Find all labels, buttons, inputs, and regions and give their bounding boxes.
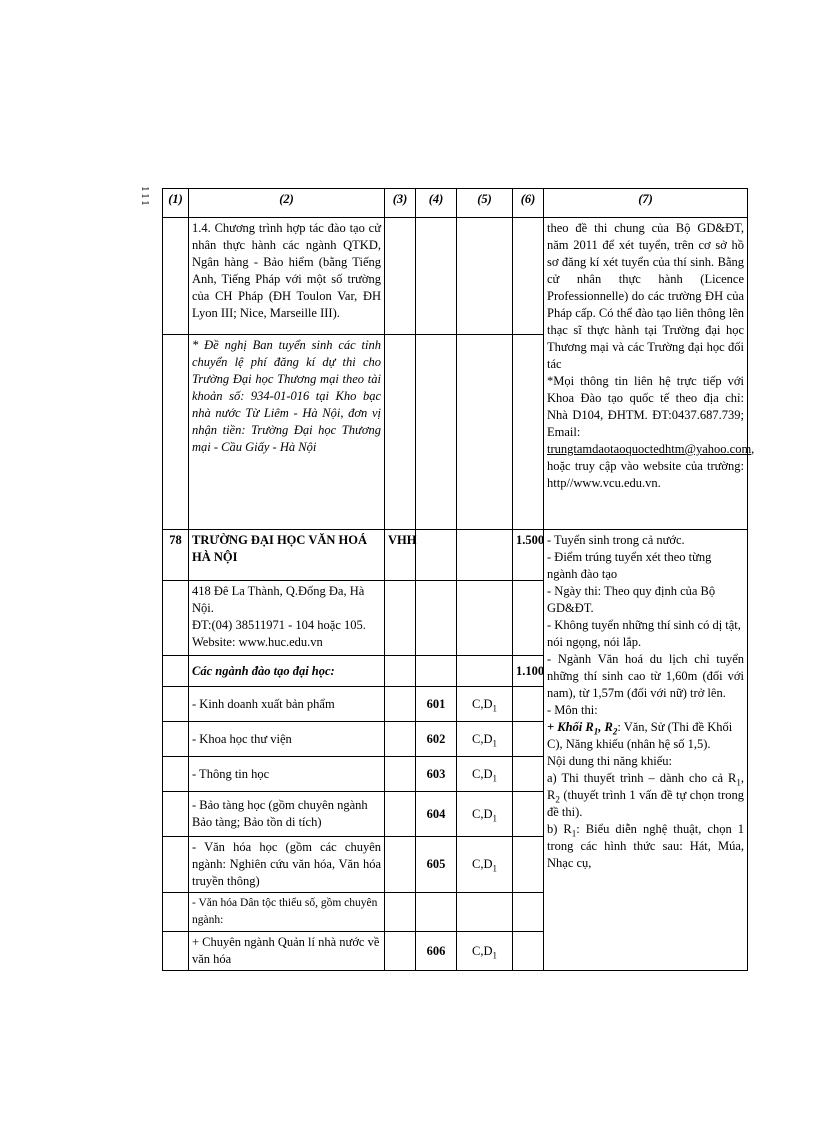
school-code: VHH	[385, 530, 416, 581]
programs-quota: 1.100	[513, 656, 544, 687]
major-name: - Thông tin học	[189, 757, 385, 792]
school-address: 418 Đê La Thành, Q.Đống Đa, Hà Nội.	[192, 584, 365, 615]
header-row	[163, 189, 748, 218]
major-code: 602	[416, 722, 457, 757]
header-cell-1: (1)	[163, 189, 189, 218]
school-notes	[544, 530, 748, 971]
school-quota: 1.500	[513, 530, 544, 581]
programs-label: Các ngành đào tạo đại học:	[189, 656, 385, 687]
website-text: , hoặc truy cập vào website của trường: http//www.vcu.edu.vn.	[547, 442, 755, 490]
note-line: Nội dung thi năng khiếu:	[547, 754, 672, 768]
major-code	[416, 893, 457, 932]
major-block	[457, 893, 513, 932]
major-block: $C,D_1$	[457, 687, 513, 722]
major-block: $C,D_1$	[457, 722, 513, 757]
school-row	[163, 530, 748, 581]
major-name: - Văn hóa Dân tộc thiểu số, gồm chuyên ngành:	[189, 893, 385, 932]
note-line: - Ngành Văn hoá du lịch chỉ tuyển những thí sinh cao từ 1,60m (đối với nam), từ 1,57m (đối với nữ) trở lên.	[547, 652, 744, 700]
school-website[interactable]: Website: www.huc.edu.vn	[192, 635, 323, 649]
major-code: 603	[416, 757, 457, 792]
major-block: $C,D_1$	[457, 932, 513, 971]
header-cell-6: (6)	[513, 189, 544, 218]
major-name: - Văn hóa học (gồm các chuyên ngành: Nghiên cứu văn hóa, Văn hóa truyền thông)	[189, 837, 385, 893]
major-code: 604	[416, 792, 457, 837]
school-name: TRƯỜNG ĐẠI HỌC VĂN HOÁ HÀ NỘI	[189, 530, 385, 581]
header-cell-3: (3)	[385, 189, 416, 218]
note-line: - Tuyển sinh trong cả nước.	[547, 533, 685, 547]
major-name: - Kinh doanh xuất bản phẩm	[189, 687, 385, 722]
header-cell-4: (4)	[416, 189, 457, 218]
major-code: 601	[416, 687, 457, 722]
major-block: $C,D_1$	[457, 757, 513, 792]
major-block: $C,D_1$	[457, 837, 513, 893]
contact-text: *Mọi thông tin liên hệ trực tiếp với Khoa Đào tạo quốc tế theo địa chỉ: Nhà D104, ĐHTM. ĐT:0437.687.739; Email:	[547, 374, 744, 439]
page-number: 111	[139, 186, 151, 208]
note-line: - Môn thi:	[547, 703, 598, 717]
admissions-table	[162, 188, 755, 971]
school-number: 78	[163, 530, 189, 581]
note-line: - Điểm trúng tuyển xét theo từng ngành đào tạo	[547, 550, 712, 581]
school-phone: ĐT:(04) 38511971 - 104 hoặc 105.	[192, 618, 366, 632]
email-link[interactable]: trungtamdaotaoquoctedhtm@yahoo.com	[547, 442, 752, 456]
talent-b-line: b) $R_1$: Biểu diễn nghệ thuật, chọn 1 trong các hình thức sau: Hát, Múa, Nhạc cụ,	[547, 822, 744, 870]
major-name: + Chuyên ngành Quản lí nhà nước về văn hóa	[189, 932, 385, 971]
program-description: 1.4. Chương trình hợp tác đào tạo cử nhân thực hành các ngành QTKD, Ngân hàng - Bảo hiểm (bằng Tiếng Anh, Tiếng Pháp với một số trường của CH Pháp (ĐH Toulon Var, ĐH Lyon III; Nice, Marseille III).	[189, 218, 385, 335]
major-code: 606	[416, 932, 457, 971]
header-cell-2: (2)	[189, 189, 385, 218]
header-cell-5: (5)	[457, 189, 513, 218]
exam-block-line: + Khối $R_1$, $R_2$: Văn, Sử (Thi đề Khối C), Năng khiếu (nhân hệ số 1,5).	[547, 720, 733, 751]
note-line: - Ngày thi: Theo quy định của Bộ GD&ĐT.	[547, 584, 716, 615]
header-cell-7: (7)	[544, 189, 748, 218]
major-code: 605	[416, 837, 457, 893]
major-name: - Khoa học thư viện	[189, 722, 385, 757]
program-row	[163, 218, 748, 335]
note-line: - Không tuyển những thí sinh có dị tật, nói ngọng, nói lắp.	[547, 618, 741, 649]
school-contact	[189, 581, 385, 656]
major-name: - Bảo tàng học (gồm chuyên ngành Bảo tàng; Bảo tồn di tích)	[189, 792, 385, 837]
program-notes	[544, 218, 755, 530]
major-block: $C,D_1$	[457, 792, 513, 837]
talent-a-line: a) Thi thuyết trình – dành cho cả $R_1$, $R_2$ (thuyết trình 1 vấn đề tự chọn trong đề thi).	[547, 771, 744, 819]
fee-note: * Đề nghị Ban tuyển sinh các tỉnh chuyển lệ phí đăng kí dự thi cho Trường Đại học Thương mại theo tài khoản số: 934-01-016 tại Kho bạc nhà nước Từ Liêm - Hà Nội, đơn vị nhận tiền: Trường Đại học Thương mại - Cầu Giấy - Hà Nội	[189, 335, 385, 530]
program-notes-text: theo đề thi chung của Bộ GD&ĐT, năm 2011 để xét tuyển, trên cơ sở hồ sơ đăng kí xét tuyển của thí sinh. Bằng cử nhân thực hành (Licence Professionnelle) do các trường ĐH của Pháp cấp. Có thể đào tạo liên thông lên thạc sĩ thực hành tại Trường đại học Thương mại và các Trường đại học đối tác	[547, 221, 744, 371]
